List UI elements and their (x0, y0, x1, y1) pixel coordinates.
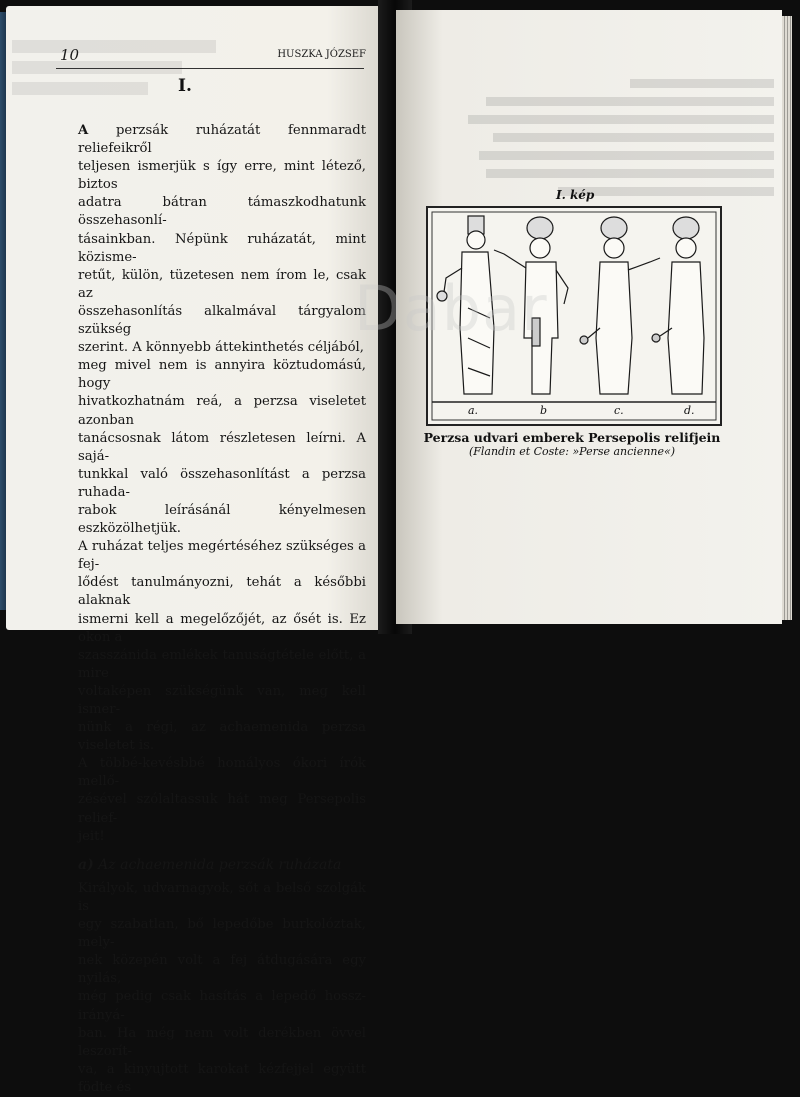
figure-title: I. kép (556, 188, 595, 202)
figure-label-a: a. (468, 404, 479, 417)
text-line: retűt, külön, tüzetesen nem írom le, csak az (78, 267, 366, 301)
right-page (396, 10, 782, 624)
page-stack-edge (782, 16, 792, 620)
text-line: A perzsák ruházatát fennmaradt reliefeikről (78, 123, 366, 157)
text-line: ismerni kell a megelőzőjét, az ősét is. Ez okon a (78, 611, 366, 645)
watermark: Dabar (354, 272, 548, 345)
text-line: voltaképen szükségünk van, meg kell ismer- (78, 683, 366, 717)
text-line: egy szabatlan, bő lepedőbe burkolóztak, mely- (78, 917, 366, 951)
text-line: va, a kinyujtott karokat kézfejjel együtt födte és (78, 1061, 366, 1095)
paragraph-2 (78, 880, 366, 1097)
text-line: hivatkozhatnám reá, a perzsa viseletet azonban (78, 394, 366, 428)
figure-label-d: d. (684, 404, 695, 417)
paragraph-1 (78, 122, 366, 846)
text-line: ban. Ha még nem volt derékben övvel leszorít- (78, 1025, 366, 1059)
text-line: még pedig csak hasítás a lepedő hossz-irányá- (78, 989, 366, 1023)
text-line: tunkkal való összehasonlítást a perzsa ruhada- (78, 466, 366, 500)
text-line: A ruházat teljes megértéséhez szükséges a fej- (78, 539, 366, 573)
text-line: tanácsosnak látom részletesen leírni. A sajá- (78, 430, 366, 464)
page-number: 10 (60, 46, 80, 64)
body-text (78, 122, 366, 1097)
text-line: teljesen ismerjük s így erre, mint létező, biztos (78, 159, 366, 193)
text-line: szasszánida emlékek tanuságtétele előtt, a mire (78, 647, 366, 681)
text-line: tásainkban. Népünk ruházatát, mint közisme- (78, 231, 366, 265)
text-line: zésével szólaltassuk hát meg Persepolis relief- (78, 792, 366, 826)
text-line: meg mivel nem is annyira köztudomású, hogy (78, 358, 366, 392)
figure-d-icon (652, 217, 704, 394)
text-line: rabok leírásánál kényelmesen eszközölhetjük. (78, 502, 366, 537)
text-line: jeit! (78, 828, 105, 844)
text-line: lődést tanulmányozni, tehát a későbbi alaknak (78, 575, 366, 609)
relief-illustration (428, 208, 720, 424)
caption-line-1: Perzsa udvari emberek Persepolis relifjein (423, 430, 721, 445)
text-line: adatra bátran támaszkodhatunk összehasonlí- (78, 195, 366, 229)
figure-a-icon (437, 216, 494, 394)
figure-label-b: b (540, 404, 548, 417)
header-rule (56, 68, 364, 69)
section-letter: a) (78, 856, 94, 873)
section-title: Az achaemenida perzsák ruházata (98, 856, 342, 873)
left-page (6, 6, 384, 1095)
running-head: HUSZKA JÓZSEF (277, 49, 366, 60)
figure-caption (416, 430, 728, 458)
figure-label-c: c. (614, 404, 624, 417)
figure-c-icon (580, 217, 660, 394)
text-line: nek közepén volt a fej átdugására egy nyilás, (78, 953, 366, 987)
text-line: A többé-kevésbbé homályos ókori írók mellő- (78, 756, 366, 790)
lead-letter: A (78, 123, 89, 138)
section-heading (78, 856, 366, 874)
text-line: Királyok, udvarnagyok, sőt a belső szolgák is (78, 880, 366, 914)
caption-line-2: (Flandin et Coste: »Perse ancienne«) (468, 445, 676, 458)
figure-b-icon (494, 217, 568, 394)
text-line: nünk a régi, az achaemenida perzsa viseletet is. (78, 720, 366, 754)
text-line: összehasonlítás alkalmával tárgyalom szükség (78, 303, 366, 338)
text-line: szerint. A könnyebb áttekinthetés céljából, (78, 340, 364, 356)
relief-figure (426, 206, 722, 426)
chapter-number: I. (178, 76, 192, 96)
